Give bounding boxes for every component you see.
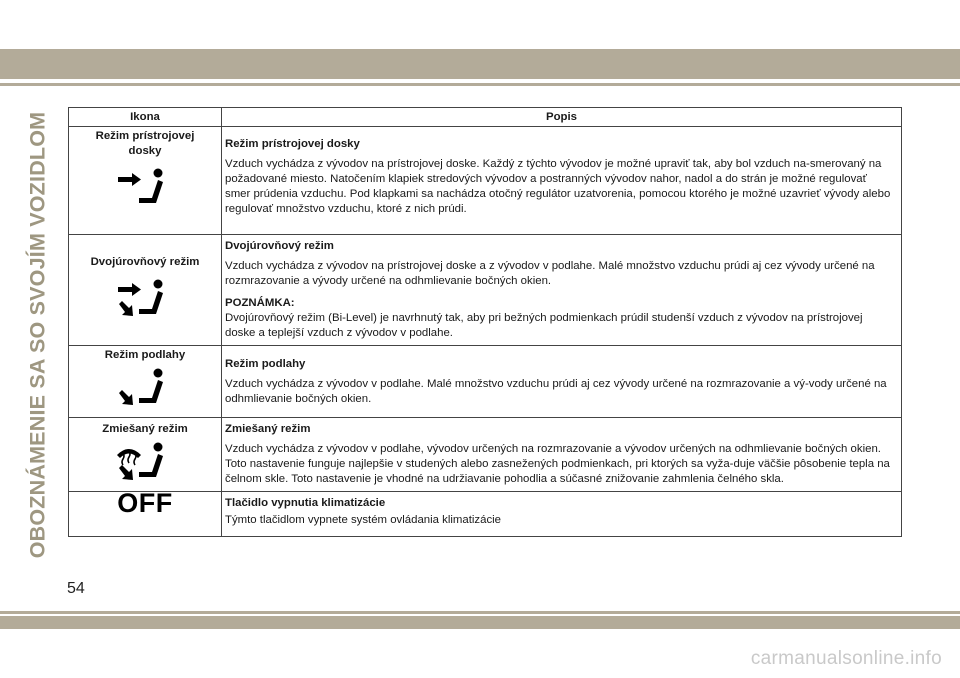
description-cell	[222, 346, 902, 418]
mode-label: Režim podlahy	[104, 349, 186, 361]
section-title-text: OBOZNÁMENIE SA SO SVOJÍM VOZIDLOM	[25, 111, 50, 559]
mode-title: Režim podlahy	[225, 357, 306, 370]
mode-description: Týmto tlačidlom vypnete systém ovládania klimatizácie	[225, 514, 502, 526]
mode-title: Dvojúrovňový režim	[225, 240, 334, 252]
header-description: Popis	[222, 108, 902, 127]
mode-description: Vzduch vychádza z vývodov na prístrojovej doske. Každý z týchto vývodov je možné upraviť tak, aby bol vzduch na-smerovaný na požadované miesto. Natočením klapiek stredových vývodov a postranných vývodov nahor, nadol a do strán je možné regulovať smer prúdenia vzduchu. Pod klapkami sa nachádza otočný regulátor uzatvorenia, pomocou ktorého je možné uzavrieť vývody alebo regulovať množstvo vzduchu, ktoré z nich prúdi.	[225, 158, 891, 215]
off-button-icon: OFF	[117, 488, 173, 518]
mode-title: Režim prístrojovej dosky	[225, 138, 360, 150]
table-row	[69, 418, 902, 492]
icon-cell	[69, 488, 222, 537]
header-rule	[0, 83, 960, 86]
page-number: 54	[67, 580, 85, 597]
mode-title: Tlačidlo vypnutia klimatizácie	[225, 497, 386, 509]
icon-cell	[69, 346, 222, 418]
header-band	[0, 49, 960, 79]
table-row	[69, 127, 902, 235]
description-cell	[222, 418, 902, 492]
footer-watermark: carmanualsonline.info	[750, 648, 942, 669]
floor-mode-icon	[114, 367, 176, 413]
bi-level-mode-icon	[114, 278, 176, 324]
description-cell	[222, 127, 902, 235]
mode-description: Vzduch vychádza z vývodov v podlahe. Malé množstvo vzduchu prúdi aj cez vývody určené na rozmrazovanie a vý-vody určené na odhmlievanie bočných okien.	[225, 377, 887, 405]
panel-mode-icon	[114, 167, 176, 213]
icon-cell	[69, 127, 222, 235]
description-cell	[222, 235, 902, 346]
air-mode-table	[68, 107, 902, 537]
mode-description: Vzduch vychádza z vývodov v podlahe, vývodov určených na rozmrazovanie a vývodov určených na odhmlievanie bočných okien. Toto nastavenie funguje najlepšie v studených alebo zasnežených podmienkach, pri ktorých sa vyža-duje väčšie pôsobenie tepla na čelnom skle. Toto nastavenie je vhodné na udržiavanie pohodlia a súčasné znižovanie zahmlenia čelného skla.	[225, 443, 890, 485]
icon-cell	[69, 235, 222, 346]
mode-label: Dvojúrovňový režim	[90, 255, 200, 268]
mode-title: Zmiešaný režim	[225, 423, 311, 435]
mix-mode-icon	[114, 441, 176, 487]
table-header-row	[69, 108, 902, 127]
table-row	[69, 235, 902, 346]
header-icon: Ikona	[69, 108, 222, 127]
mode-description: Vzduch vychádza z vývodov na prístrojovej doske a z vývodov v podlahe. Malé množstvo vzduchu prúdi aj cez vývody určené na rozmrazovanie a vývody určené na odhmlievanie bočných okien.	[225, 260, 875, 287]
footer-rule	[0, 611, 960, 614]
footer-band	[0, 616, 960, 629]
note-title: POZNÁMKA:	[225, 297, 295, 309]
mode-label: Zmiešaný režim	[102, 423, 188, 435]
description-cell	[222, 492, 902, 537]
table-row	[69, 346, 902, 418]
note-text: Dvojúrovňový režim (Bi-Level) je navrhnutý tak, aby pri bežných podmienkach prúdil studenší vzduch z vývodov na prístrojovej doske a teplejší vzduch z vývodov v podlahe.	[225, 312, 863, 339]
mode-label: Režim prístrojovej dosky	[95, 130, 195, 157]
section-title-vertical	[20, 100, 56, 570]
icon-cell	[69, 418, 222, 492]
table-row	[69, 492, 902, 537]
